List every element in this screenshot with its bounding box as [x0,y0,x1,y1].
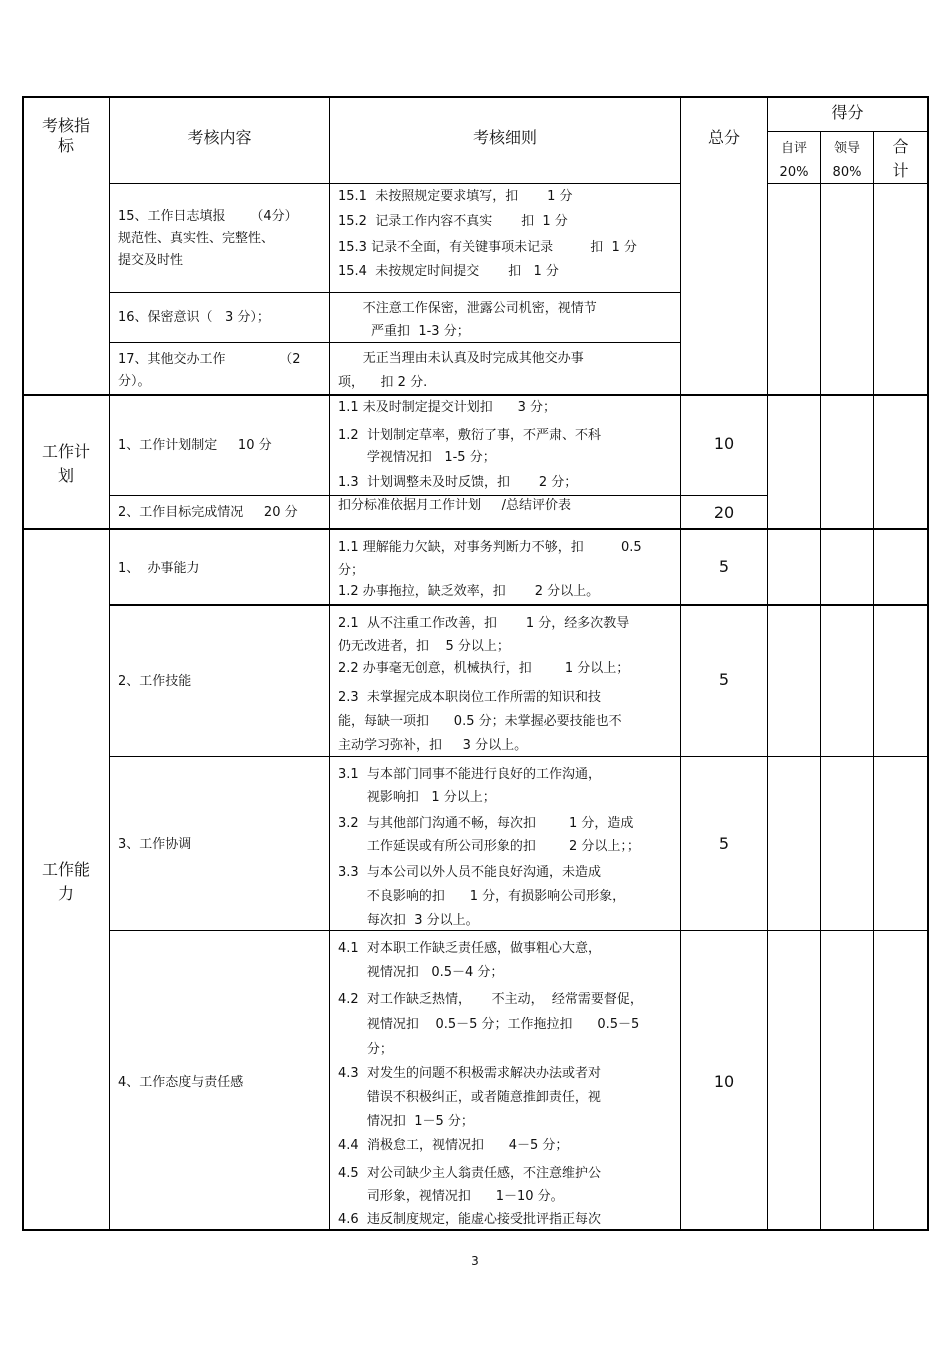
ability-4-detail-1: 4.1 对本职工作缺乏责任感，做事粗心大意， 视情况扣 0.5－4 分； [338,941,601,980]
row15-detail-3: 15.3 记录不全面，有关键事项未记录 扣 1 分 [338,240,637,255]
row17-detail: 无正当理由未认真及时完成其他交办事 项， 扣 2 分. [338,351,584,390]
ability-4-detail-6: 4.6 违反制度规定，能虚心接受批评指正每次 [338,1212,601,1227]
row15-content: 15、工作日志填报 （4分） 规范性、真实性、完整性、 提交及时性 [118,209,298,268]
row16-detail: 不注意工作保密，泄露公司机密，视情节 严重扣 1-3 分； [362,301,597,339]
ability-indicator: 工作能 力 [41,860,90,903]
ability-1-detail-1: 1.1 理解能力欠缺，对事务判断力不够，扣 0.5 分； [338,540,642,578]
ability-1-content: 1、 办事能力 [118,561,200,576]
header-detail: 考核细则 [472,128,537,147]
header-leader: 领导 80% [832,141,862,180]
row15-detail-1: 15.1 未按照规定要求填写，扣 1 分 [338,189,573,204]
ability-4-score: 10 [713,1072,735,1091]
plan-detail-1c: 1.3 计划调整未及时反馈，扣 2 分； [338,475,578,490]
row17-content: 17、其他交办工作 （2 分）。 [118,352,301,389]
ability-2-score: 5 [718,670,730,689]
ability-4-detail-2: 4.2 对工作缺乏热情， 不主动， 经常需要督促， 视情况扣 0.5－5 分；工作拖拉扣 0.5－5 分； [338,992,643,1057]
row16-content: 16、保密意识（ 3 分）； [118,310,270,325]
plan-detail-2: 扣分标准依据月工作计划 /总结评价表 [338,498,572,513]
plan-item-1: 1、工作计划制定 10 分 [118,438,272,453]
ability-4-detail-5: 4.5 对公司缺少主人翁责任感，不注意维护公 司形象，视情况扣 1－10 分。 [338,1166,601,1204]
plan-indicator: 工作计 划 [41,442,90,485]
ability-1-score: 5 [718,557,730,576]
row15-detail-2: 15.2 记录工作内容不真实 扣 1 分 [338,214,568,229]
page-number: 3 [471,1254,479,1268]
header-score: 得分 [831,103,864,122]
plan-score-2: 20 [713,503,735,522]
plan-item-2: 2、工作目标完成情况 20 分 [118,505,298,520]
ability-2-detail-1: 2.1 从不注重工作改善，扣 1 分，经多次教导 仍无改进者，扣 5 分以上； [338,616,630,654]
header-content: 考核内容 [187,128,252,147]
ability-3-score: 5 [718,834,730,853]
ability-3-content: 3、工作协调 [118,837,192,852]
ability-2-detail-2: 2.2 办事毫无创意，机械执行，扣 1 分以上； [338,661,630,676]
ability-1-detail-2: 1.2 办事拖拉，缺乏效率，扣 2 分以上。 [338,584,600,599]
header-sum: 合 计 [892,137,909,180]
plan-detail-1b: 1.2 计划制定草率，敷衍了事，不严肃、不科 学视情况扣 1-5 分； [338,428,601,465]
row15-detail-4: 15.4 未按规定时间提交 扣 1 分 [338,264,559,279]
header-total: 总分 [707,128,740,147]
ability-4-detail-3: 4.3 对发生的问题不积极需求解决办法或者对 错误不积极纠正，或者随意推卸责任，视 情况扣 1－5 分； [338,1066,601,1129]
ability-4-content: 4、工作态度与责任感 [118,1075,244,1090]
ability-2-detail-3: 2.3 未掌握完成本职岗位工作所需的知识和技 能，每缺一项扣 0.5 分；未掌握必要技能也不 主动学习弥补，扣 3 分以上。 [338,690,622,753]
ability-3-detail-3: 3.3 与本公司以外人员不能良好沟通，未造成 不良影响的扣 1 分，有损影响公司形象， 每次扣 3 分以上。 [338,865,626,928]
header-indicator: 考核指 标 [41,116,90,155]
ability-3-detail-1: 3.1 与本部门同事不能进行良好的工作沟通， 视影响扣 1 分以上； [338,767,601,805]
plan-detail-1a: 1.1 未及时制定提交计划扣 3 分； [338,400,557,415]
ability-2-content: 2、工作技能 [118,674,192,689]
plan-score-1: 10 [713,434,735,453]
ability-3-detail-2: 3.2 与其他部门沟通不畅，每次扣 1 分，造成 工作延误或有所公司形象的扣 2 分以上；； [338,816,640,854]
ability-4-detail-4: 4.4 消极怠工，视情况扣 4－5 分； [338,1138,569,1153]
header-self-eval: 自评 20% [779,141,809,180]
